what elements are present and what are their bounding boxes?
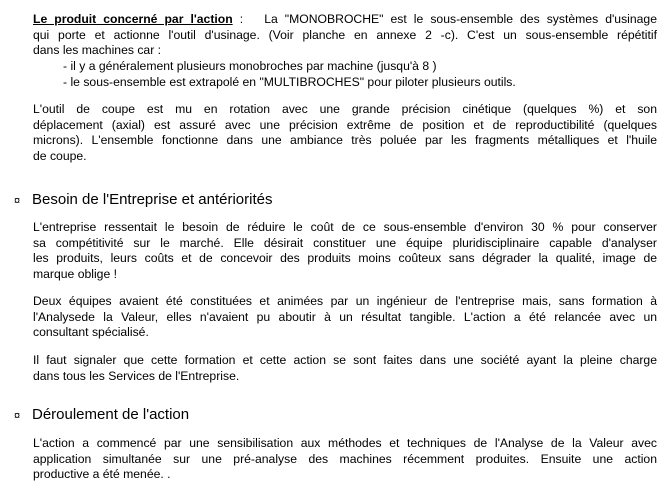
intro-line-2: qui porte et actionne l'outil d'usinage. (Voir planche en annexe 2 -c). C'est un sous-ensemble répétitif — [33, 27, 657, 42]
paragraph-line: L'entreprise ressentait le besoin de réduire le coût de ce sous-ensemble d'environ 30 % pour conserver — [33, 220, 657, 234]
intro-line-1 — [33, 12, 657, 28]
bullet-item: - il y a généralement plusieurs monobroches par machine (jusqu'à 8 ) — [63, 59, 437, 73]
deroulement-paragraph-1 — [33, 436, 657, 483]
paragraph-line: sa compétitivité sur le marché. Elle désirait constituer une équipe pluridisciplinaire capable d'analyser — [33, 235, 657, 250]
section-heading-deroulement — [14, 406, 189, 425]
paragraph-line: les produits, leurs coûts et de concevoir des produits moins coûteux sans dégrader la qualité, image de — [33, 251, 657, 266]
intro-paragraph — [33, 12, 657, 59]
paragraph-line: productive a été menée. . — [33, 467, 171, 482]
besoin-paragraph-2 — [33, 294, 657, 341]
bullet-item: - le sous-ensemble est extrapolé en "MULTIBROCHES" pour piloter plusieurs outils. — [63, 75, 516, 89]
besoin-paragraph-3 — [33, 353, 657, 384]
besoin-paragraph-1 — [33, 220, 657, 282]
section-title: Besoin de l'Entreprise et antériorités — [32, 191, 273, 208]
section-marker-icon: ¤ — [14, 410, 21, 422]
section-heading-besoin — [14, 191, 273, 210]
intro-line-3: dans les machines car : — [33, 43, 162, 58]
tool-paragraph — [33, 102, 657, 164]
paragraph-line: application simultanée sur une pré-analyse des machines récemment produites. Ensuite une action — [33, 451, 657, 466]
section-title: Déroulement de l'action — [32, 406, 190, 423]
paragraph-line: L'outil de coupe est mu en rotation avec une grande précision cinétique (quelques %) et son — [33, 102, 657, 116]
intro-colon: : — [232, 12, 244, 26]
paragraph-line: consultant spécialisé. — [33, 325, 149, 340]
paragraph-line: microns). L'ensemble fonctionne dans une ambiance très poluée par les fragments métalliques et l'huile — [33, 133, 657, 148]
section-marker-icon: ¤ — [14, 195, 21, 207]
paragraph-line: déplacement (axial) est assuré avec une précision extrême de position et de reproductibilité (quelques — [33, 117, 657, 132]
paragraph-line: Deux équipes avaient été constituées et animées par un ingénieur de l'entreprise mais, sans formation à — [33, 294, 657, 308]
paragraph-line: de coupe. — [33, 148, 87, 163]
paragraph-line: marque oblige ! — [33, 266, 118, 281]
paragraph-line: L'action a commencé par une sensibilisation aux méthodes et techniques de l'Analyse de la Valeur avec — [33, 436, 657, 450]
intro-text-line-1: La "MONOBROCHE" est le sous-ensemble des systèmes d'usinage — [264, 12, 657, 26]
intro-label: Le produit concerné par l'action — [33, 12, 233, 26]
paragraph-line: l'Analysede la Valeur, elles n'avaient pu aboutir à un résultat tangible. L'action a été relancée avec un — [33, 309, 657, 324]
paragraph-line: dans tous les Services de l'Entreprise. — [33, 368, 240, 383]
paragraph-line: Il faut signaler que cette formation et cette action se sont faites dans une société ayant la pleine charge — [33, 353, 657, 367]
